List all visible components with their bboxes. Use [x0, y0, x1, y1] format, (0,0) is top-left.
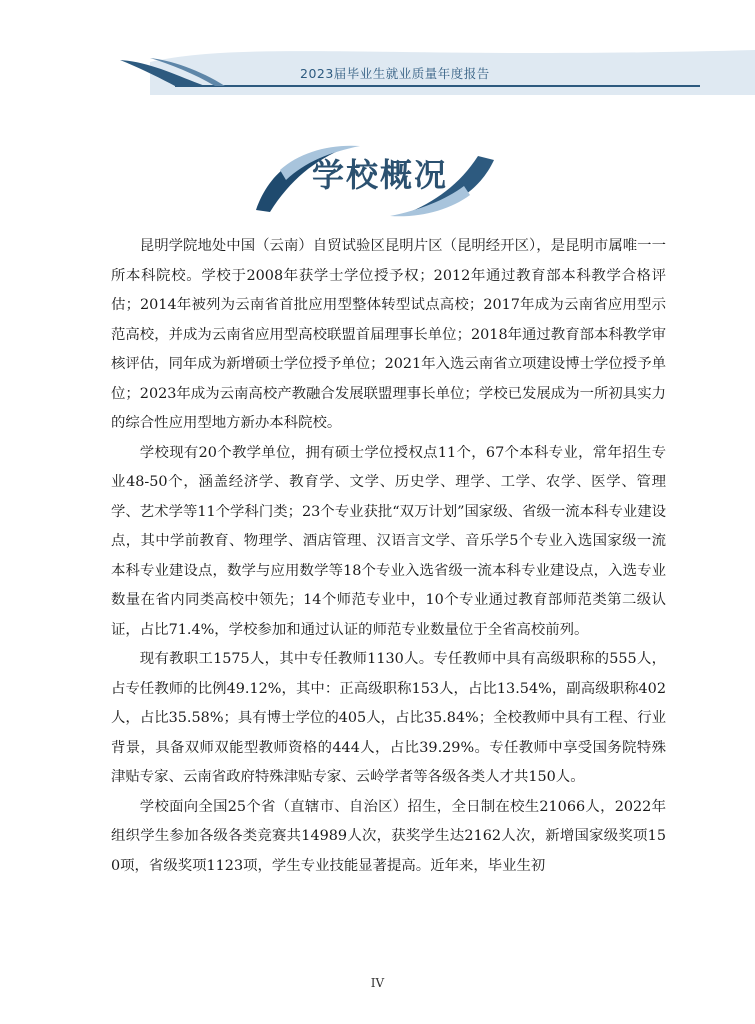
paragraph-teaching-units: 学校现有20个教学单位，拥有硕士学位授权点11个，67个本科专业，常年招生专业48-50个，涵盖经济学、教育学、文学、历史学、理学、工学、农学、医学、管理学、艺术学等11个学科门类；23个专业获批“双万计划”国家级、省级一流本科专业建设点，其中学前教育、物理学、酒店管理、汉语言文学、音乐学5个专业入选国家级一流本科专业建设点，数学与应用数学等18个专业入选省级一流本科专业建设点，入选专业数量在省内同类高校中领先；14个师范专业中，10个专业通过教育部师范类第二级认证，占比71.4%，学校参加和通过认证的师范专业数量位于全省高校前列。	[111, 444, 667, 638]
paragraph-faculty: 现有教职工1575人，其中专任教师1130人。专任教师中具有高级职称的555人，占专任教师的比例49.12%，其中：正高级职称153人，占比13.54%，副高级职称402人，占比35.58%；具有博士学位的405人，占比35.84%；全校教师中具有工程、行业背景，具备双师双能型教师资格的444人，占比39.29%。专任教师中享受国务院特殊津贴专家、云南省政府特殊津贴专家、云岭学者等各级各类人才共150人。	[111, 651, 666, 785]
section-title: 学校概况	[311, 156, 448, 194]
page-number: IV	[370, 976, 385, 990]
document-body	[111, 232, 666, 881]
paragraph-students: 学校面向全国25个省（直辖市、自治区）招生，全日制在校生21066人，2022年组织学生参加各级各类竞赛共14989人次，获奖学生达2162人次，新增国家级奖项150项，省级奖项1123项，学生专业技能显著提高。近年来，毕业生初	[111, 798, 666, 874]
header-wave-decoration	[0, 0, 755, 110]
report-header-title: 2023届毕业生就业质量年度报告	[300, 66, 490, 81]
paragraph-school-overview: 昆明学院地处中国（云南）自贸试验区昆明片区（昆明经开区），是昆明市属唯一一所本科院校。学校于2008年获学士学位授予权；2012年通过教育部本科教学合格评估；2014年被列为云南省首批应用型整体转型试点高校；2017年成为云南省应用型示范高校，并成为云南省应用型高校联盟首届理事长单位；2018年通过教育部本科教学审核评估，同年成为新增硕士学位授予单位；2021年入选云南省立项建设博士学位授予单位；2023年成为云南高校产教融合发展联盟理事长单位；学校已发展成为一所初具实力的综合性应用型地方新办本科院校。	[111, 238, 666, 431]
